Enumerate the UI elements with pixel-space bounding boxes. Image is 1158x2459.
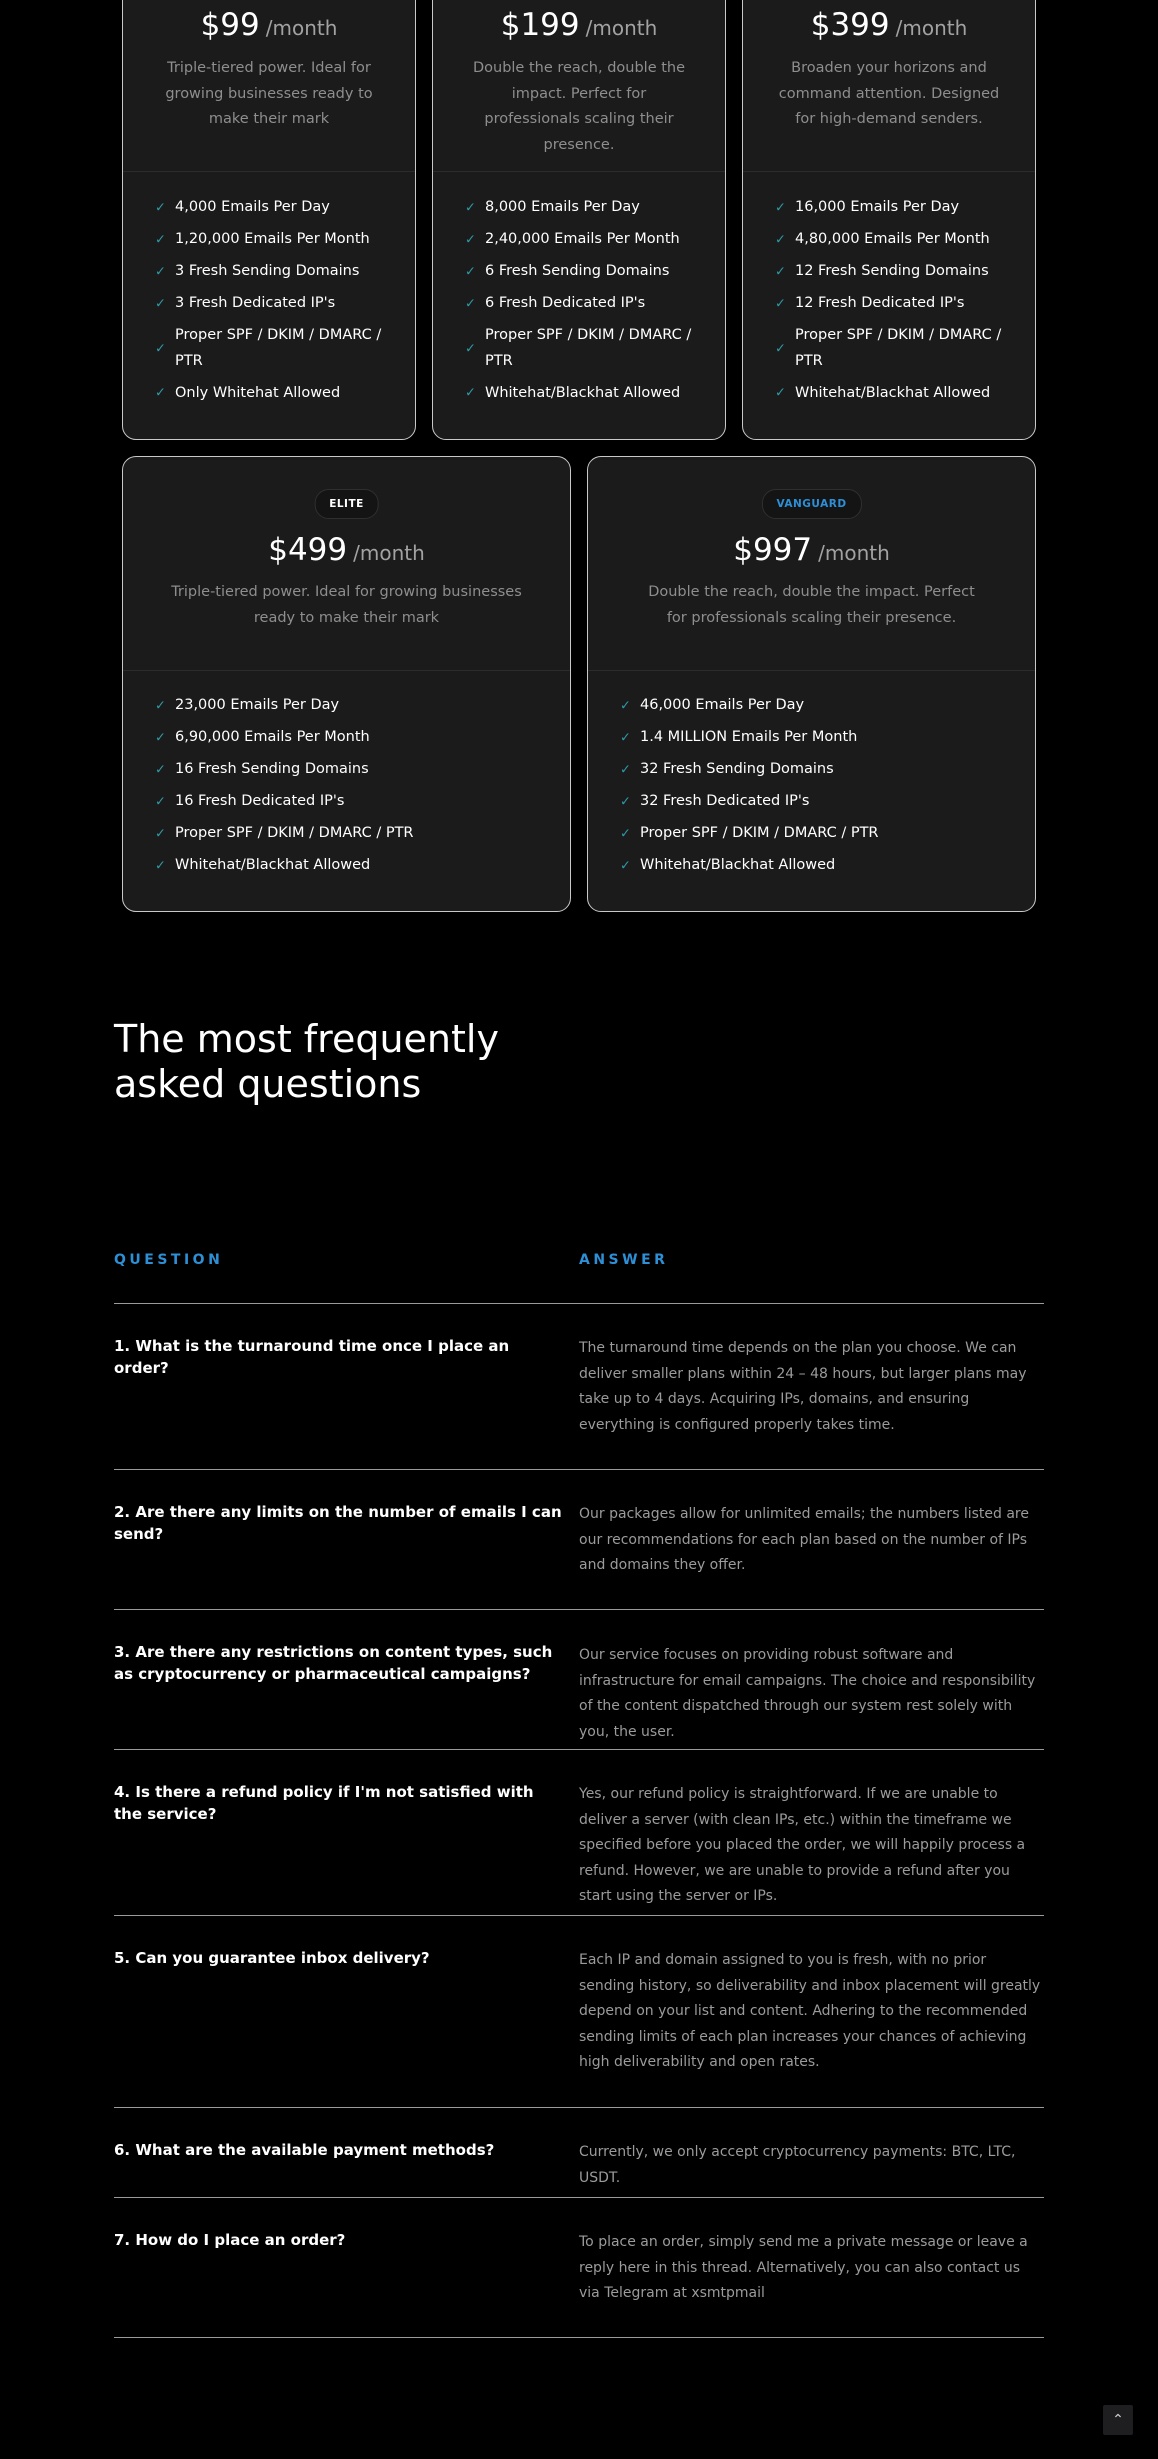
faq-question: 7. How do I place an order? — [114, 2231, 346, 2249]
check-icon: ✓ — [155, 385, 166, 401]
faq-divider — [114, 2197, 1044, 2198]
feature-item: ✓ 8,000 Emails Per Day — [465, 195, 705, 221]
feature-list — [155, 195, 395, 413]
check-icon: ✓ — [465, 232, 476, 247]
feature-item: ✓ 16 Fresh Sending Domains — [155, 757, 550, 783]
feature-item: ✓ Proper SPF / DKIM / DMARC / PTR — [155, 821, 550, 847]
feature-item: ✓ 16,000 Emails Per Day — [775, 195, 1015, 221]
check-icon: ✓ — [465, 385, 476, 401]
back-to-top-button[interactable] — [1103, 2405, 1133, 2435]
check-icon: ✓ — [155, 232, 166, 247]
pricing-card-199 — [432, 0, 726, 440]
price-amount: $399 — [810, 7, 890, 43]
chevron-up-icon: ⌃ — [1112, 2412, 1124, 2428]
check-icon: ✓ — [775, 385, 786, 401]
feature-item: ✓ 4,80,000 Emails Per Month — [775, 227, 1015, 253]
feature-item: ✓ Proper SPF / DKIM / DMARC / PTR — [620, 821, 1015, 847]
check-icon: ✓ — [620, 698, 631, 713]
feature-item: ✓ Whitehat/Blackhat Allowed — [155, 853, 550, 879]
plan-badge: VANGUARD — [761, 489, 861, 519]
feature-item: ✓ 12 Fresh Sending Domains — [775, 259, 1015, 285]
check-icon: ✓ — [620, 826, 631, 841]
faq-answer: To place an order, simply send me a private message or leave a reply here in this thread. Alternatively, you can also contact us via Telegram at xsmtpmail — [579, 2234, 1028, 2301]
price-period: /month — [265, 16, 338, 40]
price-period: /month — [353, 541, 425, 565]
check-icon: ✓ — [775, 296, 786, 311]
feature-item: ✓ 2,40,000 Emails Per Month — [465, 227, 705, 253]
faq-divider — [114, 1609, 1044, 1610]
check-icon: ✓ — [155, 296, 166, 311]
plan-description: Broaden your horizons and command attention. Designed for high-demand senders. — [778, 60, 1000, 127]
faq-divider — [114, 1749, 1044, 1750]
faq-divider — [114, 1469, 1044, 1470]
check-icon: ✓ — [465, 296, 476, 311]
faq-question: 5. Can you guarantee inbox delivery? — [114, 1949, 430, 1967]
faq-answer: The turnaround time depends on the plan you choose. We can deliver smaller plans within 24 – 48 hours, but larger plans may take up to 4 days. Acquiring IPs, domains, and ensuring everything is configured properly takes time. — [579, 1340, 1027, 1433]
feature-item: ✓ Whitehat/Blackhat Allowed — [620, 853, 1015, 879]
price-amount: $199 — [500, 7, 580, 43]
price-amount: $99 — [200, 7, 260, 43]
feature-item: ✓ 6,90,000 Emails Per Month — [155, 725, 550, 751]
check-icon: ✓ — [155, 730, 166, 745]
check-icon: ✓ — [775, 340, 786, 356]
faq-divider — [114, 1303, 1044, 1304]
check-icon: ✓ — [155, 264, 166, 279]
feature-item: ✓ Proper SPF / DKIM / DMARC / PTR — [465, 327, 692, 369]
faq-divider — [114, 2107, 1044, 2108]
check-icon: ✓ — [155, 762, 166, 777]
plan-badge: ELITE — [314, 489, 379, 519]
check-icon: ✓ — [155, 858, 166, 873]
plan-description: Triple-tiered power. Ideal for growing businesses ready to make their mark — [165, 60, 373, 127]
faq-question: 1. What is the turnaround time once I place an order? — [114, 1337, 510, 1377]
price — [743, 7, 1035, 43]
feature-item: ✓ Only Whitehat Allowed — [155, 381, 395, 407]
price-amount: $499 — [268, 532, 348, 568]
feature-item: ✓ Whitehat/Blackhat Allowed — [775, 381, 1015, 407]
check-icon: ✓ — [155, 698, 166, 713]
price — [123, 532, 570, 568]
faq-question-header: QUESTION — [114, 1252, 224, 1268]
feature-item: ✓ 3 Fresh Sending Domains — [155, 259, 395, 285]
faq-answer: Yes, our refund policy is straightforward. If we are unable to deliver a server (with clean IPs, etc.) within the timeframe we specified before you placed the order, we will happily process a refund. However, we are unable to provide a refund after you start using the server or IPs. — [579, 1786, 1026, 1904]
faq-answer: Currently, we only accept cryptocurrency payments: BTC, LTC, USDT. — [579, 2144, 1016, 2186]
faq-question: 2. Are there any limits on the number of emails I can send? — [114, 1503, 562, 1543]
price — [123, 7, 415, 43]
check-icon: ✓ — [775, 232, 786, 247]
faq-divider — [114, 1915, 1044, 1916]
price-period: /month — [585, 16, 658, 40]
price — [588, 532, 1035, 568]
feature-list — [465, 195, 705, 413]
feature-item: ✓ 12 Fresh Dedicated IP's — [775, 291, 1015, 317]
faq-title: The most frequently asked questions — [114, 1017, 499, 1106]
check-icon: ✓ — [620, 794, 631, 809]
feature-list — [775, 195, 1015, 413]
check-icon: ✓ — [155, 794, 166, 809]
feature-item: ✓ 6 Fresh Dedicated IP's — [465, 291, 705, 317]
feature-item: ✓ 32 Fresh Dedicated IP's — [620, 789, 1015, 815]
feature-item: ✓ Whitehat/Blackhat Allowed — [465, 381, 705, 407]
check-icon: ✓ — [465, 264, 476, 279]
feature-item: ✓ Proper SPF / DKIM / DMARC / PTR — [155, 327, 382, 369]
feature-item: ✓ 23,000 Emails Per Day — [155, 693, 550, 719]
plan-description: Double the reach, double the impact. Perfect for professionals scaling their presence. — [648, 584, 975, 626]
feature-item: ✓ 4,000 Emails Per Day — [155, 195, 395, 221]
check-icon: ✓ — [620, 730, 631, 745]
feature-item: ✓ 3 Fresh Dedicated IP's — [155, 291, 395, 317]
feature-item: ✓ 32 Fresh Sending Domains — [620, 757, 1015, 783]
faq-answer: Our packages allow for unlimited emails; the numbers listed are our recommendations for each plan based on the number of IPs and domains they offer. — [579, 1506, 1029, 1573]
check-icon: ✓ — [620, 858, 631, 873]
check-icon: ✓ — [155, 826, 166, 841]
faq-question: 6. What are the available payment methods? — [114, 2141, 495, 2159]
price — [433, 7, 725, 43]
faq-answer-header: ANSWER — [579, 1252, 669, 1268]
feature-item: ✓ 1.4 MILLION Emails Per Month — [620, 725, 1015, 751]
price-period: /month — [818, 541, 890, 565]
feature-item: ✓ 1,20,000 Emails Per Month — [155, 227, 395, 253]
faq-answer: Each IP and domain assigned to you is fresh, with no prior sending history, so deliverability and inbox placement will greatly depend on your list and content. Adhering to the recommended sending limits of each plan increases your chances of achieving high deliverability and open rates. — [579, 1952, 1041, 2070]
price-amount: $997 — [733, 532, 813, 568]
faq-answer: Our service focuses on providing robust software and infrastructure for email campaigns. The choice and responsibility of the content dispatched through our system rest solely with you, the user. — [579, 1647, 1036, 1740]
faq-question: 3. Are there any restrictions on content types, such as cryptocurrency or pharmaceutical campaigns? — [114, 1643, 553, 1683]
check-icon: ✓ — [155, 340, 166, 356]
check-icon: ✓ — [155, 200, 166, 215]
check-icon: ✓ — [620, 762, 631, 777]
check-icon: ✓ — [775, 200, 786, 215]
pricing-card-99 — [122, 0, 416, 440]
feature-item: ✓ 16 Fresh Dedicated IP's — [155, 789, 550, 815]
pricing-card-399 — [742, 0, 1036, 440]
check-icon: ✓ — [465, 200, 476, 215]
plan-description: Double the reach, double the impact. Perfect for professionals scaling their presence. — [472, 60, 686, 153]
pricing-card-vanguard — [587, 456, 1036, 912]
feature-list — [620, 693, 1015, 885]
feature-item: ✓ 46,000 Emails Per Day — [620, 693, 1015, 719]
price-period: /month — [895, 16, 968, 40]
pricing-card-elite — [122, 456, 571, 912]
faq-divider — [114, 2337, 1044, 2338]
feature-list — [155, 693, 550, 885]
check-icon: ✓ — [775, 264, 786, 279]
check-icon: ✓ — [465, 340, 476, 356]
faq-question: 4. Is there a refund policy if I'm not satisfied with the service? — [114, 1783, 534, 1823]
plan-description: Triple-tiered power. Ideal for growing businesses ready to make their mark — [171, 584, 522, 626]
feature-item: ✓ 6 Fresh Sending Domains — [465, 259, 705, 285]
feature-item: ✓ Proper SPF / DKIM / DMARC / PTR — [775, 327, 1002, 369]
